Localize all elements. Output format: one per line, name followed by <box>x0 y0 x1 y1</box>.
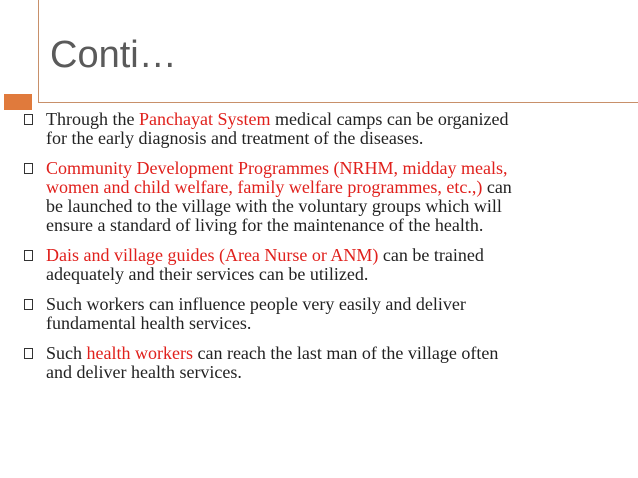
text-segment: ensure a standard of living for the maintenance of the health. <box>46 215 484 235</box>
accent-bar <box>4 94 32 110</box>
square-bullet-icon <box>24 348 33 359</box>
vertical-rule <box>38 0 39 103</box>
text-segment: for the early diagnosis and treatment of the diseases. <box>46 128 424 148</box>
highlight-text: women and child welfare, family welfare programmes, etc.,) <box>46 177 483 197</box>
slide-title: Conti… <box>50 34 177 76</box>
square-bullet-icon <box>24 250 33 261</box>
text-segment: can be trained <box>378 245 484 265</box>
text-segment: Such <box>46 343 87 363</box>
square-bullet-icon <box>24 299 33 310</box>
text-segment: medical camps can be organized <box>270 109 509 129</box>
text-segment: can <box>482 177 512 197</box>
bullet-item <box>22 344 622 382</box>
bullet-list <box>22 110 622 393</box>
square-bullet-icon <box>24 163 33 174</box>
text-segment: Such workers can influence people very easily and deliver <box>46 294 466 314</box>
highlight-text: Dais and village guides (Area Nurse or ANM) <box>46 245 379 265</box>
bullet-item <box>22 295 622 333</box>
highlight-text: Community Development Programmes (NRHM, midday meals, <box>46 158 508 178</box>
text-segment: fundamental health services. <box>46 313 252 333</box>
text-segment: adequately and their services can be utilized. <box>46 264 369 284</box>
highlight-text: health workers <box>86 343 193 363</box>
text-segment: be launched to the village with the voluntary groups which will <box>46 196 502 216</box>
text-segment: can reach the last man of the village often <box>192 343 499 363</box>
highlight-text: Panchayat System <box>138 109 271 129</box>
text-segment: and deliver health services. <box>46 362 242 382</box>
bullet-item <box>22 246 622 284</box>
bullet-item <box>22 110 622 148</box>
square-bullet-icon <box>24 114 33 125</box>
text-segment: Through the <box>46 109 139 129</box>
bullet-item <box>22 159 622 235</box>
horizontal-rule <box>38 102 638 103</box>
